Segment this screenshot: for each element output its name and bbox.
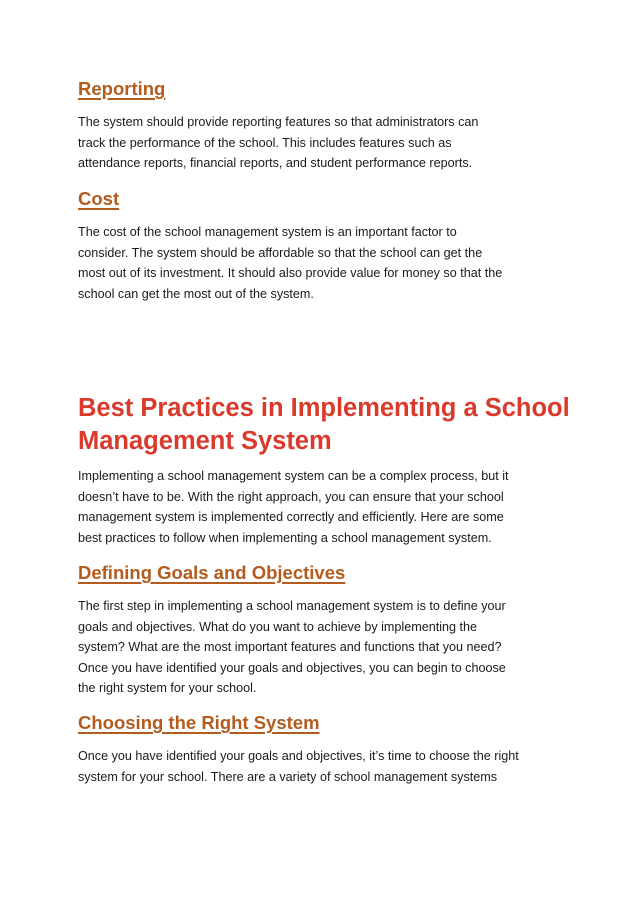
paragraph-choosing-system <box>78 746 519 787</box>
heading-reporting: Reporting <box>78 78 166 99</box>
text-line: consider. The system should be affordable so that the school can get the <box>78 245 483 260</box>
text-line: most out of its investment. It should also provide value for money so that the <box>78 266 503 280</box>
text-line: best practices to follow when implementing a school management system. <box>78 530 492 545</box>
text-line: The cost of the school management system is an important factor to <box>78 225 457 239</box>
text-line: doesn’t have to be. With the right approach, you can ensure that your school <box>78 489 504 504</box>
text-line: management system is implemented correctly and efficiently. Here are some <box>78 510 504 524</box>
title-line: Best Practices in Implementing a School <box>78 394 570 422</box>
text-line: The system should provide reporting features so that administrators can <box>78 115 479 129</box>
heading-defining-goals: Defining Goals and Objectives <box>78 562 346 583</box>
text-line: goals and objectives. What do you want to achieve by implementing the <box>78 619 478 634</box>
text-line: system for your school. There are a variety of school management systems <box>78 769 498 784</box>
paragraph-cost <box>78 222 502 304</box>
text-line: Once you have identified your goals and objectives, it’s time to choose the right <box>78 749 519 763</box>
title-line: Management System <box>78 427 332 455</box>
text-line: the right system for your school. <box>78 681 257 695</box>
paragraph-reporting <box>78 112 478 174</box>
paragraph-defining-goals <box>78 596 506 699</box>
text-line: track the performance of the school. This includes features such as <box>78 135 452 150</box>
text-line: system? What are the most important features and functions that you need? <box>78 640 502 654</box>
text-line: The first step in implementing a school management system is to define your <box>78 599 506 613</box>
heading-cost: Cost <box>78 188 120 209</box>
text-line: school can get the most out of the system. <box>78 286 314 301</box>
heading-choosing-system: Choosing the Right System <box>78 712 320 733</box>
paragraph-best-practices <box>78 466 509 548</box>
text-line: attendance reports, financial reports, and student performance reports. <box>78 156 473 170</box>
section-title-best-practices <box>78 392 598 458</box>
text-line: Once you have identified your goals and objectives, you can begin to choose <box>78 660 506 675</box>
text-line: Implementing a school management system can be a complex process, but it <box>78 469 509 483</box>
